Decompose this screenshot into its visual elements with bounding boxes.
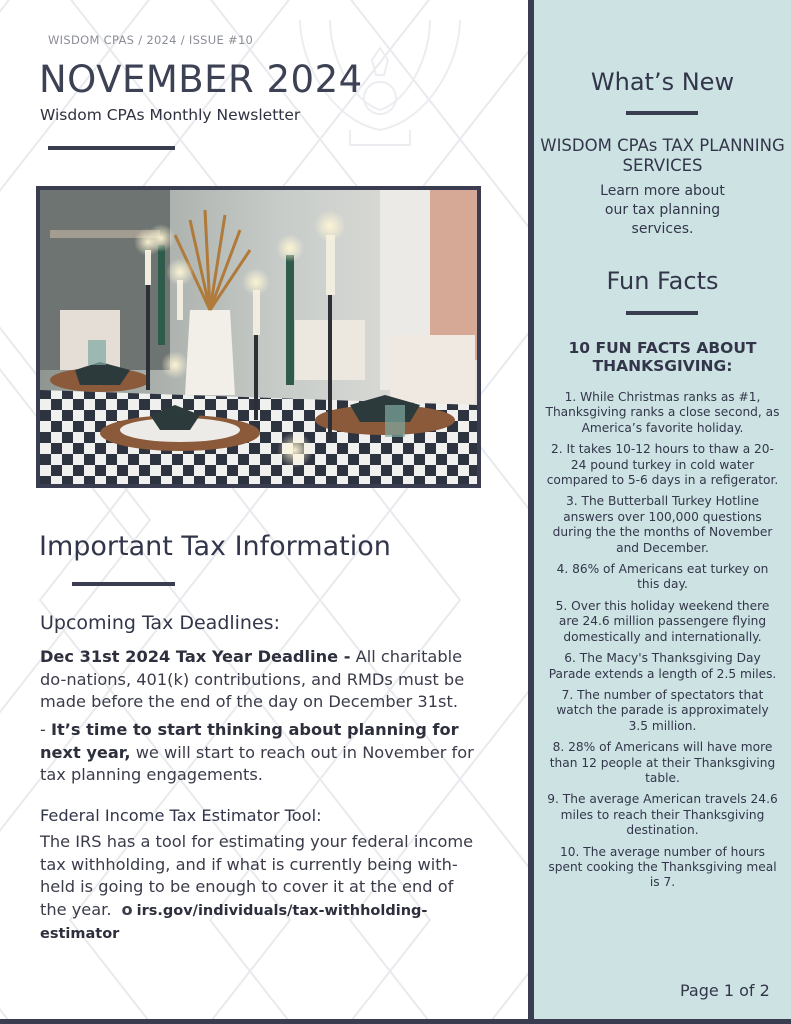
newsletter-title: NOVEMBER 2024 — [39, 58, 363, 101]
fact-item: 2. It takes 10-12 hours to thaw a 20-24 pound turkey in cold water compared to 5-6 days in a refigerator. — [546, 442, 779, 488]
title-divider — [48, 146, 175, 150]
thanksgiving-table-photo — [36, 186, 481, 488]
deadline-1-text: All charitable do-nations, 401(k) contributions, and RMDs must be made before the end of the day on December 31st. — [40, 647, 465, 711]
fact-item: 10. The average number of hours spent cooking the Thanksgiving meal is 7. — [548, 844, 777, 890]
fact-item: 9. The average American travels 24.6 miles to reach their Thanksgiving destination. — [547, 792, 778, 838]
whats-new-divider — [626, 111, 698, 115]
footer-bar — [0, 1019, 791, 1024]
whats-new-title: What’s New — [590, 68, 735, 96]
section-divider — [72, 582, 175, 586]
estimator-text: The IRS has a tool for estimating your federal income tax withholding, and if what is currently being with-held is going to be enough to cover it at the end of the year. — [40, 832, 474, 919]
estimator-heading: Federal Income Tax Estimator Tool: — [40, 806, 322, 825]
facts-list — [534, 390, 791, 897]
page-number: Page 1 of 2 — [680, 981, 770, 1000]
section-title: Important Tax Information — [39, 531, 391, 562]
fact-item: 1. While Christmas ranks as #1, Thanksgiving ranks a close second, as America’s favorite holiday. — [545, 390, 780, 435]
deadline-paragraph-1 — [40, 646, 480, 714]
column-divider — [528, 0, 534, 1024]
deadline-2-label: It’s time to start thinking about planning for next year, — [40, 720, 459, 762]
issue-kicker: WISDOM CPAS / 2024 / ISSUE #10 — [48, 33, 254, 47]
fact-item: 5. Over this holiday weekend there are 24.6 million passengere flying domestically and internationally. — [555, 598, 770, 644]
estimator-link[interactable]: irs.gov/individuals/tax-withholding-estimator — [40, 902, 428, 942]
fact-item: 7. The number of spectators that watch the parade is approximately 3.5 million. — [556, 687, 769, 733]
deadline-paragraph-2 — [40, 719, 480, 787]
services-text[interactable]: Learn more about our tax planning services. — [600, 183, 725, 237]
fun-facts-divider — [626, 311, 698, 315]
fun-facts-title: Fun Facts — [606, 267, 719, 295]
fact-item: 8. 28% of Americans will have more than 12 people at their Thanksgiving table. — [549, 740, 776, 785]
deadline-2-dash: - — [40, 720, 51, 739]
fact-item: 6. The Macy's Thanksgiving Day Parade extends a length of 2.5 miles. — [548, 651, 777, 681]
estimator-paragraph — [40, 831, 480, 946]
newsletter-subtitle: Wisdom CPAs Monthly Newsletter — [40, 106, 301, 124]
deadlines-heading: Upcoming Tax Deadlines: — [40, 612, 280, 634]
deadline-2-text: we will start to reach out in November for tax planning engagements. — [40, 742, 474, 784]
bullet-icon: o — [121, 899, 133, 919]
fact-item: 4. 86% of Americans eat turkey on this day. — [556, 562, 769, 592]
services-heading[interactable]: WISDOM CPAs TAX PLANNING SERVICES — [540, 136, 785, 175]
deadline-1-label: Dec 31st 2024 Tax Year Deadline - — [40, 647, 351, 666]
fact-item: 3. The Butterball Turkey Hotline answers over 100,000 questions during the the months of November and December. — [552, 494, 773, 555]
sidebar — [534, 0, 791, 1024]
facts-heading: 10 FUN FACTS ABOUT THANKSGIVING: — [568, 339, 757, 375]
